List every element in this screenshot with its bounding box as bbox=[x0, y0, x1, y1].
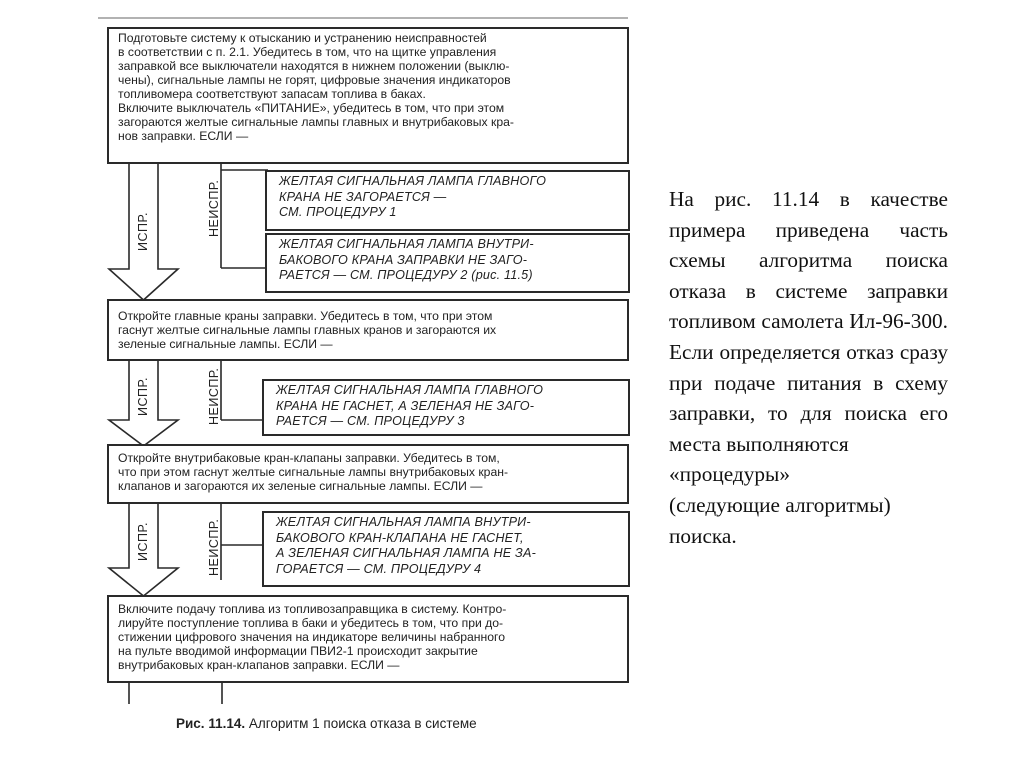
figure-caption bbox=[176, 716, 477, 731]
ok-label-2: ИСПР. bbox=[136, 377, 150, 416]
fault-label-2: НЕИСПР. bbox=[207, 367, 221, 425]
fault-branch-3 bbox=[221, 503, 262, 580]
side-description bbox=[669, 184, 948, 551]
figure-caption-text: Алгоритм 1 поиска отказа в системе bbox=[248, 716, 477, 731]
step-box-2: Откройте главные краны заправки. Убедитесь в том, что при этом гаснут желтые сигнальные лампы главных кранов и загораются их зеленые сигнальные лампы. ЕСЛИ — bbox=[107, 299, 629, 361]
fault-box-3: ЖЕЛТАЯ СИГНАЛЬНАЯ ЛАМПА ГЛАВНОГО КРАНА НЕ ГАСНЕТ, А ЗЕЛЕНАЯ НЕ ЗАГО- РАЕТСЯ — СМ. ПРОЦЕДУРУ 3 bbox=[262, 379, 630, 436]
figure-caption-number: Рис. 11.14. bbox=[176, 716, 246, 731]
step-box-3: Откройте внутрибаковые кран-клапаны заправки. Убедитесь в том, что при этом гаснут желтые сигнальные лампы внутрибаковых кран- клапанов и загораются их зеленые сигнальные лампы. ЕСЛИ — bbox=[107, 444, 629, 504]
ok-label-1: ИСПР. bbox=[136, 212, 150, 251]
ok-label-3: ИСПР. bbox=[136, 522, 150, 561]
fault-branch-2 bbox=[221, 360, 262, 420]
side-description-body: На рис. 11.14 в качестве примера приведена часть схемы алгоритма поиска отказа в системе заправки топливом самолета Ил-96-300. Если определяется отказ сразу при подаче питания в схему заправки, то для поиска его места выполняются bbox=[669, 187, 948, 456]
continuation-lines bbox=[129, 682, 222, 704]
fault-label-1: НЕИСПР. bbox=[207, 179, 221, 237]
fault-box-1: ЖЕЛТАЯ СИГНАЛЬНАЯ ЛАМПА ГЛАВНОГО КРАНА НЕ ЗАГОРАЕТСЯ — СМ. ПРОЦЕДУРУ 1 bbox=[265, 170, 630, 231]
side-description-tail: «процедуры» (следующие алгоритмы) поиска. bbox=[669, 462, 891, 548]
fault-box-2: ЖЕЛТАЯ СИГНАЛЬНАЯ ЛАМПА ВНУТРИ- БАКОВОГО КРАНА ЗАПРАВКИ НЕ ЗАГО- РАЕТСЯ — СМ. ПРОЦЕДУРУ 2 (рис. 11.5) bbox=[265, 233, 630, 293]
fault-branch-1 bbox=[221, 163, 268, 268]
step-box-4: Включите подачу топлива из топливозаправщика в систему. Контро- лируйте поступление топлива в баки и убедитесь в том, что при до- стижении цифрового значения на индикаторе величины набранного на пульте вводимой информации ПВИ2-1 происходит закрытие внутрибаковых кран-клапанов заправки. ЕСЛИ — bbox=[107, 595, 629, 683]
fault-box-4: ЖЕЛТАЯ СИГНАЛЬНАЯ ЛАМПА ВНУТРИ- БАКОВОГО КРАН-КЛАПАНА НЕ ГАСНЕТ, А ЗЕЛЕНАЯ СИГНАЛЬНАЯ ЛАМПА НЕ ЗА- ГОРАЕТСЯ — СМ. ПРОЦЕДУРУ 4 bbox=[262, 511, 630, 587]
fault-label-3: НЕИСПР. bbox=[207, 518, 221, 576]
step-box-1: Подготовьте систему к отысканию и устранению неисправностей в соответствии с п. 2.1. Убедитесь в том, что на щитке управления заправкой все выключатели находятся в нижнем положении (выклю- чены), сигнальные лампы не горят, цифровые значения индикаторов топливомера соответствуют запасам топлива в баках. Включите выключатель «ПИТАНИЕ», убедитесь в том, что при этом загораются желтые сигнальные лампы главных и внутрибаковых кра- нов заправки. ЕСЛИ — bbox=[107, 27, 629, 164]
